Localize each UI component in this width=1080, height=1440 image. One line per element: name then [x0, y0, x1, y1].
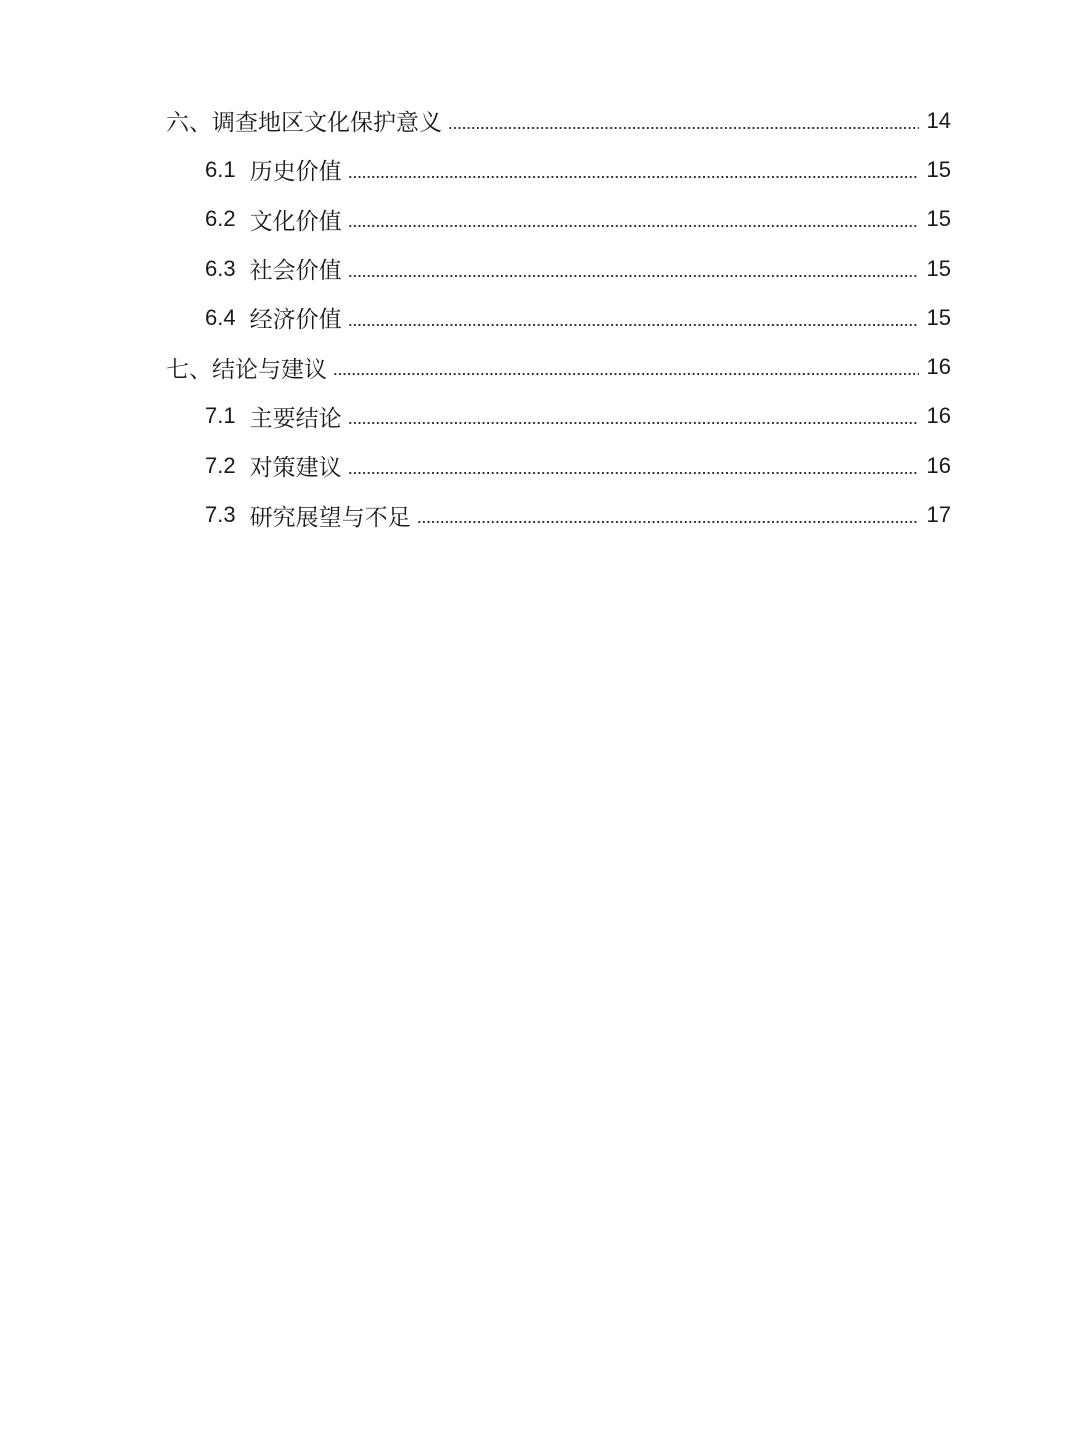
toc-entry-title: 历史价值 [249, 159, 342, 186]
table-of-contents [0, 96, 1080, 540]
toc-entry-title: 六、调查地区文化保护意义 [166, 110, 442, 137]
toc-chapter-6[interactable] [0, 96, 1080, 145]
toc-entry-title: 研究展望与不足 [249, 504, 411, 531]
toc-entry-number: 7.2 [205, 452, 236, 478]
toc-entry-page: 16 [926, 354, 951, 380]
toc-entry-number: 6.4 [205, 304, 236, 330]
toc-entry-title: 对策建议 [249, 455, 342, 482]
toc-entry-page: 15 [926, 304, 951, 330]
toc-section-6-2[interactable] [0, 195, 1080, 244]
dot-leader [348, 471, 919, 475]
toc-entry-page: 16 [926, 452, 951, 478]
toc-entry-number: 6.3 [205, 255, 236, 281]
toc-entry-number: 7.1 [205, 403, 236, 429]
toc-entry-title: 主要结论 [249, 405, 342, 432]
toc-entry-page: 15 [926, 156, 951, 182]
toc-entry-number: 7.3 [205, 502, 236, 528]
toc-entry-page: 14 [926, 107, 951, 133]
dot-leader [348, 224, 919, 228]
toc-entry-number: 6.2 [205, 206, 236, 232]
toc-entry-title: 文化价值 [249, 208, 342, 235]
toc-entry-title: 经济价值 [249, 307, 342, 334]
dot-leader [348, 421, 919, 425]
dot-leader [448, 126, 919, 130]
dot-leader [333, 372, 919, 376]
toc-entry-title: 社会价值 [249, 258, 342, 285]
dot-leader [348, 323, 919, 327]
toc-section-7-3[interactable] [0, 490, 1080, 539]
dot-leader [417, 520, 919, 524]
toc-entry-title: 七、结论与建议 [166, 356, 327, 383]
toc-section-6-3[interactable] [0, 244, 1080, 293]
toc-section-7-1[interactable] [0, 392, 1080, 441]
toc-entry-page: 15 [926, 206, 951, 232]
toc-section-6-1[interactable] [0, 145, 1080, 194]
toc-chapter-7[interactable] [0, 342, 1080, 391]
dot-leader [348, 274, 919, 278]
toc-entry-number: 6.1 [205, 156, 236, 182]
toc-entry-page: 15 [926, 255, 951, 281]
dot-leader [348, 175, 919, 179]
toc-entry-page: 17 [926, 502, 951, 528]
toc-entry-page: 16 [926, 403, 951, 429]
toc-section-7-2[interactable] [0, 441, 1080, 490]
toc-section-6-4[interactable] [0, 293, 1080, 342]
